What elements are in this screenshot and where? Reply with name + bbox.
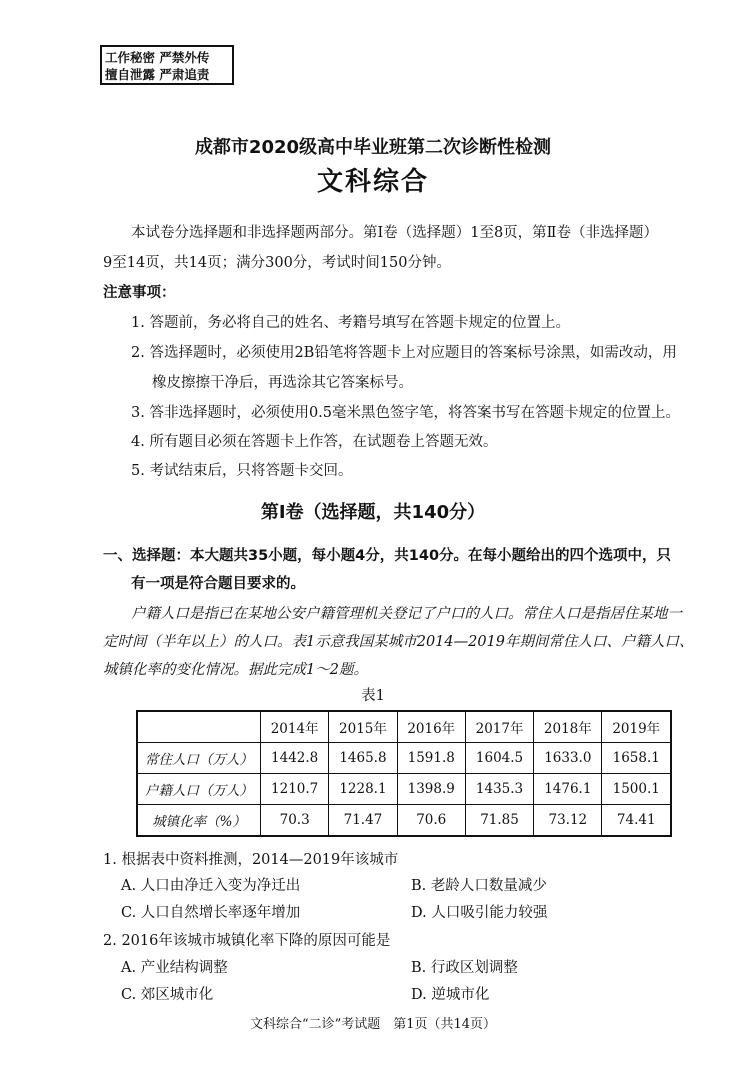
table-header-cell: 2017年 [465,711,533,743]
passage-line-2: 定时间（半年以上）的人口。表1示意我国某城市2014—2019年期间常住人口、户籍人口、 [103,634,694,650]
table-row-label: 户籍人口（万人） [137,774,261,805]
question-2-option-d: D. 逆城市化 [411,987,490,1003]
passage-line-3: 城镇化率的变化情况。据此完成1～2题。 [103,662,368,678]
table-row [137,805,671,837]
population-table [136,710,672,837]
intro-line-1: 本试卷分选择题和非选择题两部分。第Ⅰ卷（选择题）1至8页，第Ⅱ卷（非选择题） [131,225,659,241]
table-cell: 1465.8 [329,743,397,774]
section-instruction-1: 一、选择题：本大题共35小题，每小题4分，共140分。在每小题给出的四个选项中，只 [103,548,672,564]
confidential-stamp [100,45,234,85]
question-2-option-c: C. 郊区城市化 [121,987,214,1003]
table-cell: 1228.1 [329,774,397,805]
table-cell: 74.41 [602,805,671,837]
table-row [137,743,671,774]
question-1-option-b: B. 老龄人口数量减少 [411,878,547,894]
question-1-option-a: A. 人口由净迁入变为净迁出 [121,878,301,894]
table-header-cell: 2014年 [261,711,329,743]
question-1-stem: 1. 根据表中资料推测，2014—2019年该城市 [103,852,399,868]
table-header-cell: 2019年 [602,711,671,743]
table-cell: 1500.1 [602,774,671,805]
table-cell: 71.47 [329,805,397,837]
table-cell: 1442.8 [261,743,329,774]
note-item-2-cont: 橡皮擦擦干净后，再选涂其它答案标号。 [152,375,413,391]
exam-title: 成都市2020级高中毕业班第二次诊断性检测 [194,137,552,158]
table-cell: 70.3 [261,805,329,837]
table-row-label: 城镇化率（%） [137,805,261,837]
note-item-2: 2. 答选择题时，必须使用2B铅笔将答题卡上对应题目的答案标号涂黑，如需改动，用 [131,345,677,361]
table-row-label: 常住人口（万人） [137,743,261,774]
passage-line-1: 户籍人口是指已在某地公安户籍管理机关登记了户口的人口。常住人口是指居住某地一 [131,606,682,622]
confidential-line-2: 擅自泄露 严肃追责 [105,67,210,82]
table-cell: 1210.7 [261,774,329,805]
table-cell: 1476.1 [534,774,602,805]
table-cell: 1604.5 [465,743,533,774]
table-cell: 71.85 [465,805,533,837]
table-cell: 1658.1 [602,743,671,774]
subject-title: 文科综合 [316,167,429,197]
question-2-option-b: B. 行政区划调整 [411,960,518,976]
table-header-cell [137,711,261,743]
table-header-cell: 2018年 [534,711,602,743]
question-1-option-d: D. 人口吸引能力较强 [411,905,548,921]
table-cell: 70.6 [397,805,465,837]
note-item-3: 3. 答非选择题时，必须使用0.5毫米黑色签字笔，将答案书写在答题卡规定的位置上。 [131,405,681,421]
confidential-line-1: 工作秘密 严禁外传 [105,50,210,65]
table-cell: 1591.8 [397,743,465,774]
table-caption: 表1 [361,688,385,704]
table-cell: 1435.3 [465,774,533,805]
section-heading: 第Ⅰ卷（选择题，共140分） [260,502,486,523]
note-item-5: 5. 考试结束后，只将答题卡交回。 [131,463,353,479]
table-cell: 1633.0 [534,743,602,774]
note-item-1: 1. 答题前，务必将自己的姓名、考籍号填写在答题卡规定的位置上。 [131,315,570,331]
table-cell: 1398.9 [397,774,465,805]
question-1-option-c: C. 人口自然增长率逐年增加 [121,905,301,921]
question-2-stem: 2. 2016年该城市城镇化率下降的原因可能是 [103,933,391,949]
page-footer: 文科综合“二诊”考试题 第1页（共14页） [249,1017,497,1032]
section-instruction-2: 有一项是符合题目要求的。 [131,576,305,592]
table-row [137,774,671,805]
question-2-option-a: A. 产业结构调整 [121,960,228,976]
table-header-cell: 2015年 [329,711,397,743]
table-cell: 73.12 [534,805,602,837]
notes-heading: 注意事项： [103,285,176,301]
intro-line-2: 9至14页，共14页；满分300分，考试时间150分钟。 [103,255,451,271]
note-item-4: 4. 所有题目必须在答题卡上作答，在试题卷上答题无效。 [131,434,498,450]
table-header-row [137,711,671,743]
table-header-cell: 2016年 [397,711,465,743]
